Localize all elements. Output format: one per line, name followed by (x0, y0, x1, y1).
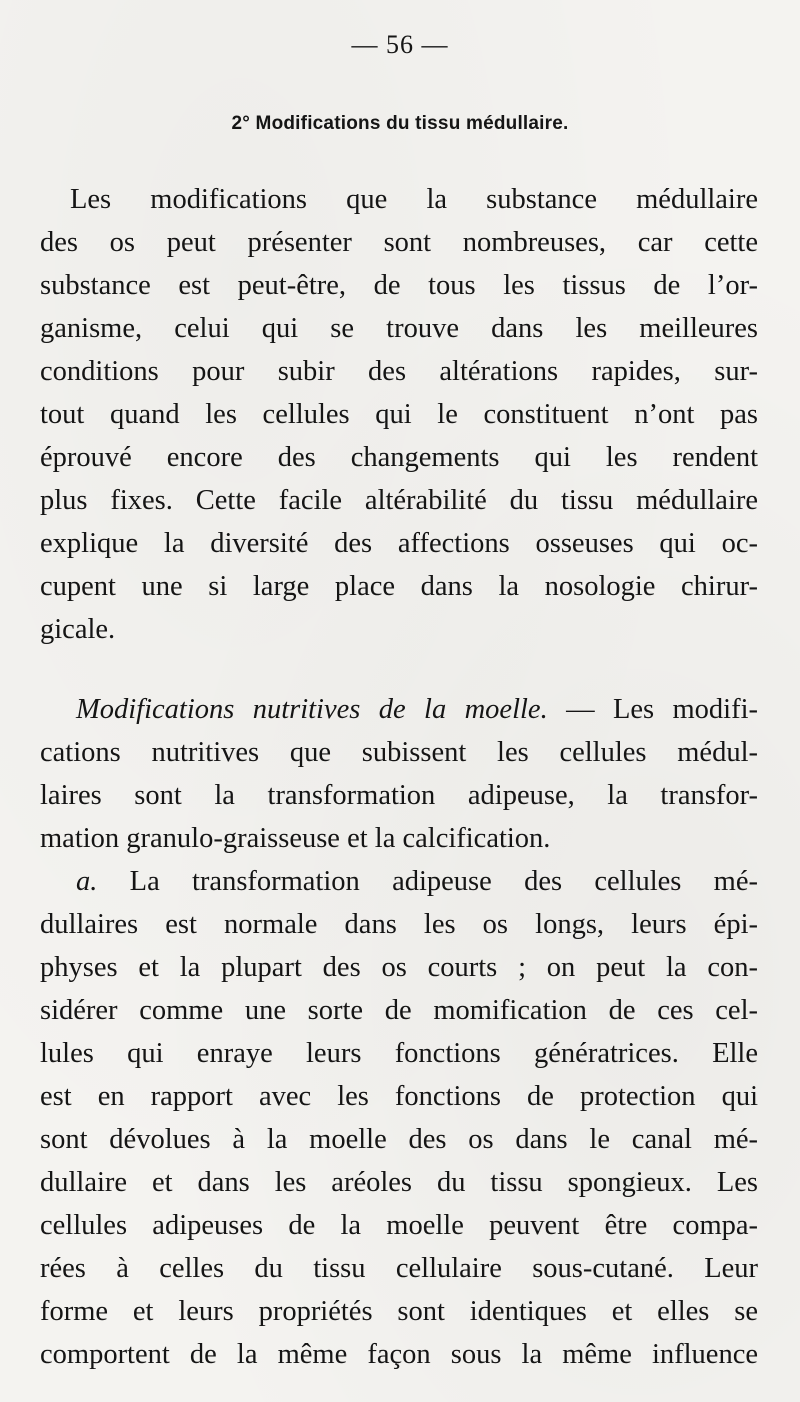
text-line: comportent de la même façon sous la même influence (40, 1339, 758, 1370)
text-span: — Les modifi- (547, 694, 759, 725)
paragraph-3-first-line (76, 862, 758, 902)
text-line: ganisme, celui qui se trouve dans les meilleures (40, 313, 758, 344)
text-line: explique la diversité des affections osseuses qui oc- (40, 528, 758, 559)
text-line: cellules adipeuses de la moelle peuvent être compa- (40, 1210, 758, 1241)
text-line: conditions pour subir des altérations rapides, sur- (40, 356, 758, 387)
text-line: est en rapport avec les fonctions de protection qui (40, 1081, 758, 1112)
list-marker: a. (76, 866, 98, 897)
text-line: forme et leurs propriétés sont identiques et elles se (40, 1296, 758, 1327)
text-line: des os peut présenter sont nombreuses, car cette (40, 227, 758, 258)
text-line: substance est peut-être, de tous les tissus de l’or- (40, 270, 758, 301)
text-line: Les modifications que la substance médullaire (70, 184, 758, 215)
text-line: dullaires est normale dans les os longs, leurs épi- (40, 909, 758, 940)
text-line: lules qui enraye leurs fonctions génératrices. Elle (40, 1038, 758, 1069)
text-line: gicale. (40, 614, 116, 645)
text-line: cations nutritives que subissent les cellules médul- (40, 737, 758, 768)
section-title: 2° Modifications du tissu médullaire. (231, 113, 569, 134)
text-line: sidérer comme une sorte de momification de ces cel- (40, 995, 758, 1026)
text-span: La transformation adipeuse des cellules mé- (97, 866, 758, 897)
text-line: cupent une si large place dans la nosologie chirur- (40, 571, 758, 602)
text-line: éprouvé encore des changements qui les rendent (40, 442, 758, 473)
text-line: mation granulo-graisseuse et la calcification. (40, 823, 551, 854)
paragraph-2-heading-line (76, 690, 758, 730)
text-line: dullaire et dans les aréoles du tissu spongieux. Les (40, 1167, 758, 1198)
text-line: laires sont la transformation adipeuse, la transfor- (40, 780, 758, 811)
text-line: physes et la plupart des os courts ; on peut la con- (40, 952, 758, 983)
page-number: — 56 — (351, 30, 449, 59)
subsection-heading: Modifications nutritives de la moelle. (76, 694, 548, 725)
text-line: sont dévolues à la moelle des os dans le canal mé- (40, 1124, 758, 1155)
text-line: plus fixes. Cette facile altérabilité du tissu médullaire (40, 485, 758, 516)
text-line: rées à celles du tissu cellulaire sous-cutané. Leur (40, 1253, 758, 1284)
text-line: tout quand les cellules qui le constituent n’ont pas (40, 399, 758, 430)
